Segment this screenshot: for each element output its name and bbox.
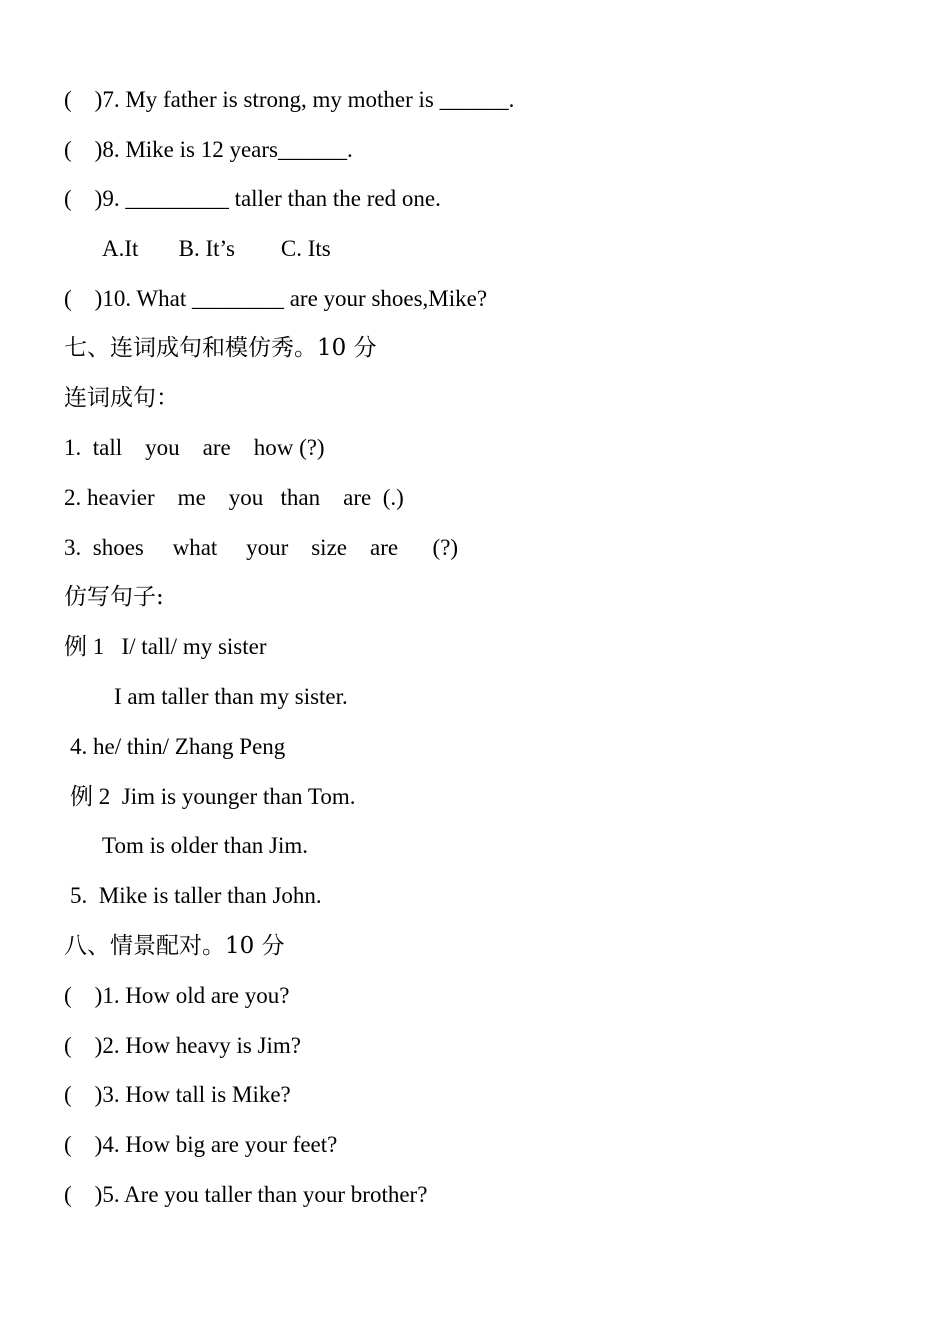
imitate-item-4: 4. he/ thin/ Zhang Peng xyxy=(70,734,286,759)
section-7-subheading-combine: 连词成句： xyxy=(64,385,179,411)
example-1-answer: I am taller than my sister. xyxy=(114,684,348,709)
question-9: ( )9. _________ taller than the red one. xyxy=(64,186,441,211)
combine-item-2: 2. heavier me you than are (.) xyxy=(64,485,404,510)
match-question-1: ( )1. How old are you? xyxy=(64,983,290,1008)
question-10: ( )10. What ________ are your shoes,Mike? xyxy=(64,286,488,311)
match-question-4: ( )4. How big are your feet? xyxy=(64,1132,338,1157)
section-7-subheading-imitate: 仿写句子: xyxy=(64,584,164,610)
example-2-answer: Tom is older than Jim. xyxy=(102,833,309,858)
match-question-2: ( )2. How heavy is Jim? xyxy=(64,1033,301,1058)
question-9-options: A.It B. It’s C. Its xyxy=(102,236,331,261)
question-8: ( )8. Mike is 12 years______. xyxy=(64,137,353,162)
combine-item-1: 1. tall you are how (?) xyxy=(64,435,325,460)
match-question-3: ( )3. How tall is Mike? xyxy=(64,1082,291,1107)
example-2-prompt: 例 2 Jim is younger than Tom. xyxy=(70,784,356,809)
match-question-5: ( )5. Are you taller than your brother? xyxy=(64,1182,428,1207)
question-7: ( )7. My father is strong, my mother is ______. xyxy=(64,87,515,112)
combine-item-3: 3. shoes what your size are (?) xyxy=(64,535,459,560)
example-1-prompt: 例 1 I/ tall/ my sister xyxy=(64,634,267,659)
imitate-item-5: 5. Mike is taller than John. xyxy=(70,883,322,908)
section-8-heading: 八、情景配对。10 分 xyxy=(64,933,285,959)
section-7-heading: 七、连词成句和模仿秀。10 分 xyxy=(64,335,377,361)
